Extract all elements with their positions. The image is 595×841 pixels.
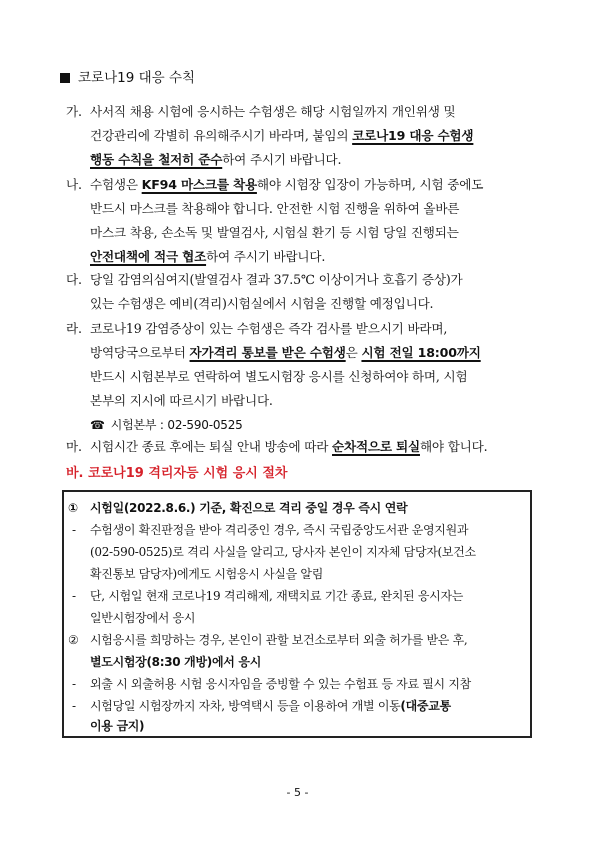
telephone-icon: ☎ [90, 418, 105, 432]
emphasis-text: 순차적으로 퇴실 [332, 439, 420, 454]
emphasis-text: 행동 수칙을 철저히 준수 [90, 152, 223, 167]
subsection-heading: 바. 코로나19 격리자등 시험 응시 절차 [66, 466, 288, 481]
emphasis-text: KF94 마스크를 착용 [141, 177, 257, 192]
box-step-1: ① 시험일(2022.8.6.) 기준, 확진으로 격리 중일 경우 즉시 연락 [68, 501, 408, 515]
box-step-2-cont: 별도시험장(8:30 개방)에서 응시 [90, 655, 261, 669]
box-bullet-cont: 확진통보 담당자)에게도 시험응시 사실을 알림 [90, 567, 323, 581]
box-bullet-cont: 이용 금지) [90, 719, 145, 733]
square-bullet-icon [60, 73, 70, 83]
box-bullet: - 외출 시 외출허용 시험 응시자임을 증빙할 수 있는 수험표 등 자료 필시 지참 [72, 677, 471, 691]
item-da: 다. 당일 감염의심여지(발열검사 결과 37.5℃ 이상이거나 호흡기 증상)가 있는 수험생은 예비(격리)시험실에서 시험을 진행할 예정입니다. [66, 272, 463, 311]
section-heading: 코로나19 대응 수칙 [60, 66, 195, 86]
item-ra: 라. 코로나19 감염증상이 있는 수험생은 즉각 검사를 받으시기 바라며, 방역당국으로부터 자가격리 통보를 받은 수험생은 시험 전일 18:00까지 반드시 시험본부로 연락하여 별도시험장 응시를 신청하여야 하며, 시험 본부의 지시에 따르시기 바랍니다. ☎ 시험본부 : 02-590-0525 [66, 321, 481, 432]
box-bullet-cont: 일반시험장에서 응시 [90, 611, 196, 625]
box-step-2: ② 시험응시를 희망하는 경우, 본인이 관할 보건소로부터 외출 허가를 받은 후, [68, 633, 468, 647]
item-ga: 가. 사서직 채용 시험에 응시하는 수험생은 해당 시험일까지 개인위생 및 건강관리에 각별히 유의해주시기 바라며, 붙임의 코로나19 대응 수험생 행동 수칙을 철저히 준수하여 주시기 바랍니다. [66, 104, 474, 167]
emphasis-text: 코로나19 대응 수험생 [352, 128, 474, 143]
phone-line: ☎ 시험본부 : 02-590-0525 [90, 418, 243, 432]
box-bullet: - 단, 시험일 현재 코로나19 격리해제, 재택치료 기간 종료, 완치된 응시자는 [72, 589, 464, 603]
page-number: - 5 - [286, 786, 309, 799]
box-bullet-cont: (02-590-0525)로 격리 사실을 알리고, 당사자 본인이 지자체 담당자(보건소 [90, 545, 476, 559]
emphasis-text: 시험 전일 18:00까지 [361, 345, 481, 360]
emphasis-text: 안전대책에 적극 협조 [90, 249, 207, 264]
item-ma: 마. 시험시간 종료 후에는 퇴실 안내 방송에 따라 순차적으로 퇴실해야 합니다. [66, 439, 488, 454]
emphasis-text: 자가격리 통보를 받은 수험생 [189, 345, 346, 360]
box-bullet: - 시험당일 시험장까지 자차, 방역택시 등을 이용하여 개별 이동(대중교통 [72, 699, 451, 713]
box-bullet: - 수험생이 확진판정을 받아 격리중인 경우, 즉시 국립중앙도서관 운영지원과 [72, 523, 469, 537]
item-na: 나. 수험생은 KF94 마스크를 착용해야 시험장 입장이 가능하며, 시험 중에도 반드시 마스크를 착용해야 합니다. 안전한 시험 진행을 위하여 올바른 마스크 착용, 손소독 및 발열검사, 시험실 환기 등 시험 당일 진행되는 안전대책에 적극 협조하여 주시기 바랍니다. [66, 177, 484, 264]
